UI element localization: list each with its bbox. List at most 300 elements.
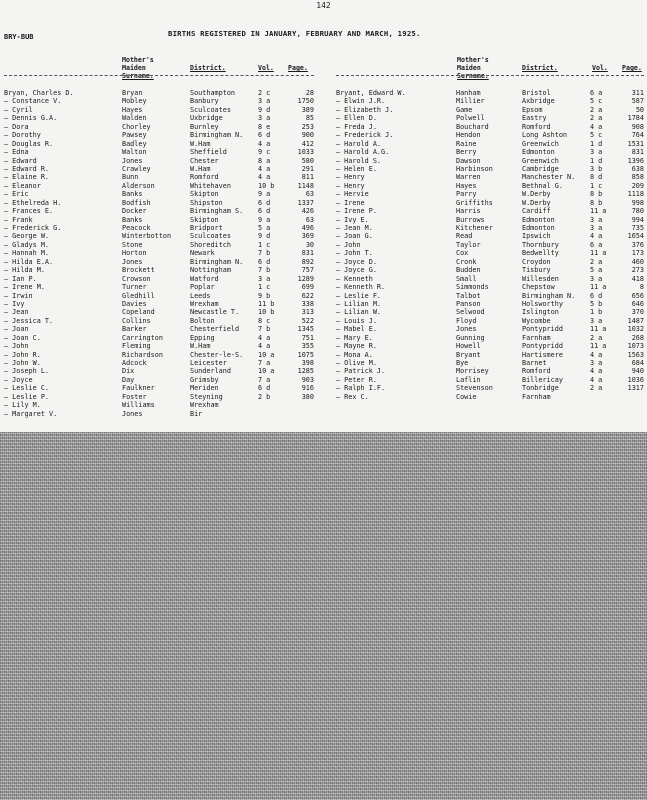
entry-mother-surname: Bunn <box>122 173 139 182</box>
entry-mother-surname: Bye <box>456 359 469 367</box>
left-entries-column <box>4 89 318 418</box>
entry-name: — Dorothy <box>4 131 41 140</box>
entry-district: Manchester N. <box>522 173 576 182</box>
entry-district: W.Ham <box>190 342 211 351</box>
register-entry-row <box>336 300 646 308</box>
entry-page: 355 <box>301 342 314 351</box>
entry-mother-surname: Talbot <box>456 291 481 300</box>
register-entry-row <box>4 283 318 291</box>
entry-mother-surname: Jones <box>122 409 143 418</box>
entry-volume: 9 d <box>258 105 271 114</box>
entry-page: 380 <box>301 392 314 401</box>
entry-volume: 9 c <box>258 148 271 157</box>
entry-name: — Eleanor <box>4 181 41 190</box>
register-entry-row <box>336 106 646 114</box>
entry-district: Romford <box>522 367 551 376</box>
register-entry-row <box>4 249 318 257</box>
entry-page: 764 <box>631 131 644 140</box>
register-entry-row <box>336 173 646 181</box>
entry-name: — Irene M. <box>4 283 45 292</box>
entry-name: — Elaine R. <box>4 173 50 182</box>
entry-name: Bryan, Charles D. <box>4 89 74 97</box>
entry-page: 1036 <box>627 375 644 384</box>
entry-volume: 6 d <box>258 384 271 393</box>
entry-district: Leeds <box>190 291 211 300</box>
entry-page: 656 <box>631 291 644 300</box>
entry-district: Cambridge <box>522 164 559 173</box>
entry-name: — John <box>336 240 361 249</box>
entry-district: Axbridge <box>522 97 555 106</box>
entry-page: 412 <box>301 139 314 148</box>
entry-district: Bristol <box>522 89 551 97</box>
entry-name: — Joan G. <box>336 232 373 241</box>
entry-district: Greenwich <box>522 156 559 165</box>
entry-district: Hartismere <box>522 350 563 359</box>
right-header-rule <box>336 75 644 76</box>
entry-volume: 11 a <box>590 207 607 216</box>
entry-mother-surname: Docker <box>122 207 147 216</box>
entry-mother-surname: Cowie <box>456 392 477 401</box>
entry-district: Billericay <box>522 375 563 384</box>
entry-volume: 6 d <box>258 131 271 140</box>
entry-page: 638 <box>631 164 644 173</box>
register-entry-row <box>336 325 646 333</box>
entry-name: — Edward R. <box>4 164 50 173</box>
entry-district: Burnley <box>190 122 219 131</box>
entry-name: — Hannah M. <box>4 249 50 258</box>
register-entry-row <box>336 292 646 300</box>
entry-name: Bryant, Edward W. <box>336 89 406 97</box>
entry-district: Willesden <box>522 274 559 283</box>
entry-volume: 8 a <box>258 156 271 165</box>
entry-mother-surname: Budden <box>456 266 481 275</box>
entry-name: — Leslie P. <box>4 392 50 401</box>
entry-district: W.Ham <box>190 139 211 148</box>
entry-page: 1032 <box>627 325 644 334</box>
left-header-rule <box>4 75 314 76</box>
entry-volume: 8 c <box>258 316 271 325</box>
entry-page: 994 <box>631 215 644 224</box>
register-entry-row <box>4 317 318 325</box>
entry-volume: 1 c <box>258 283 271 292</box>
entry-district: Leicester <box>190 359 227 367</box>
entry-page: 831 <box>631 148 644 157</box>
entry-mother-surname: Bodfish <box>122 198 151 207</box>
entry-volume: 2 a <box>590 257 603 266</box>
entry-name: — Henry <box>336 181 365 190</box>
entry-volume: 11 a <box>590 283 607 292</box>
register-entry-row <box>4 300 318 308</box>
entry-district: Ipswich <box>522 232 551 241</box>
entry-name: — Joyce D. <box>336 257 377 266</box>
entry-volume: 11 a <box>590 325 607 334</box>
entry-page: 460 <box>631 257 644 266</box>
entry-mother-surname: Cronk <box>456 257 477 266</box>
register-entry-row <box>4 114 318 122</box>
entry-mother-surname: Small <box>456 274 477 283</box>
entry-mother-surname: Hendon <box>456 131 481 140</box>
register-entry-row <box>336 393 646 401</box>
register-entry-row <box>336 190 646 198</box>
entry-name: — Joyce <box>4 375 33 384</box>
register-entry-row <box>4 351 318 359</box>
entry-mother-surname: Adcock <box>122 359 147 367</box>
entry-volume: 9 a <box>258 190 271 199</box>
entry-district: Grimsby <box>190 375 219 384</box>
entry-district: Bolton <box>190 316 215 325</box>
entry-mother-surname: Morrisey <box>456 367 489 376</box>
entry-mother-surname: Hayes <box>456 181 477 190</box>
register-entry-row <box>336 367 646 375</box>
entry-name: — Leslie C. <box>4 384 50 393</box>
entry-name: — Ralph I.F. <box>336 384 386 393</box>
entry-volume: 2 a <box>590 105 603 114</box>
register-entry-row <box>336 376 646 384</box>
entry-page: 1345 <box>297 325 314 334</box>
entry-name: — Mary E. <box>336 333 373 342</box>
entry-page: 1563 <box>627 350 644 359</box>
right-entries-column <box>336 89 646 401</box>
entry-mother-surname: Collins <box>122 316 151 325</box>
entry-name: — Jean M. <box>336 224 373 232</box>
entry-district: Tisbury <box>522 266 551 275</box>
entry-district: Farnham <box>522 392 551 401</box>
entry-mother-surname: Selwood <box>456 308 485 317</box>
register-entry-row <box>4 393 318 401</box>
entry-page: 1285 <box>297 367 314 376</box>
entry-page: 1487 <box>627 316 644 325</box>
entry-volume: 7 b <box>258 325 271 334</box>
entry-name: — Lily M. <box>4 401 41 410</box>
entry-mother-surname: Banks <box>122 190 143 199</box>
register-entry-row <box>4 148 318 156</box>
entry-volume: 8 d <box>590 173 603 182</box>
register-entry-row <box>336 232 646 240</box>
entry-name: — Irene P. <box>336 207 377 216</box>
entry-mother-surname: Dawson <box>456 156 481 165</box>
register-entry-row <box>4 199 318 207</box>
entry-district: Edmonton <box>522 148 555 157</box>
entry-volume: 5 a <box>258 224 271 232</box>
entry-name: — Joan C. <box>4 333 41 342</box>
entry-district: Sheffield <box>190 148 227 157</box>
entry-mother-surname: Bryant <box>456 350 481 359</box>
entry-name: — Kenneth <box>336 274 373 283</box>
entry-page: 780 <box>631 207 644 216</box>
entry-mother-surname: Harbinson <box>456 164 493 173</box>
entry-page: 1073 <box>627 342 644 351</box>
entry-mother-surname: Jones <box>456 325 477 334</box>
entry-mother-surname: Fleming <box>122 342 151 351</box>
scan-noise-area <box>0 432 647 800</box>
entry-page: 903 <box>301 375 314 384</box>
register-entry-row <box>336 148 646 156</box>
entry-district: Sculcoates <box>190 105 231 114</box>
entry-name: — Douglas R. <box>4 139 54 148</box>
entry-page: 831 <box>301 249 314 258</box>
entry-district: Bedwellty <box>522 249 559 258</box>
entry-page: 1317 <box>627 384 644 393</box>
entry-page: 376 <box>631 240 644 249</box>
register-entry-row <box>4 367 318 375</box>
entry-name: — Mona A. <box>336 350 373 359</box>
entry-mother-surname: Foster <box>122 392 147 401</box>
entry-page: 699 <box>301 283 314 292</box>
entry-mother-surname: Hayes <box>122 105 143 114</box>
entry-name: — Joyce G. <box>336 266 377 275</box>
entry-district: Romford <box>522 122 551 131</box>
entry-district: Shipston <box>190 198 223 207</box>
register-entry-row <box>336 131 646 139</box>
entry-mother-surname: Faulkner <box>122 384 155 393</box>
entry-mother-surname: Kitchener <box>456 224 493 232</box>
entry-mother-surname: Turner <box>122 283 147 292</box>
register-entry-row <box>336 140 646 148</box>
entry-volume: 7 a <box>258 375 271 384</box>
entry-page: 908 <box>631 122 644 131</box>
register-entry-row <box>4 165 318 173</box>
entry-volume: 3 a <box>590 274 603 283</box>
entry-district: Whitehaven <box>190 181 231 190</box>
page-number: 142 <box>316 1 331 10</box>
entry-name: — Peter R. <box>336 375 377 384</box>
register-entry-row <box>4 190 318 198</box>
entry-page: 273 <box>631 266 644 275</box>
register-entry-row <box>336 216 646 224</box>
register-entry-row <box>4 342 318 350</box>
entry-page: 1784 <box>627 114 644 123</box>
entry-mother-surname: Walton <box>122 148 147 157</box>
entry-page: 28 <box>305 89 314 97</box>
entry-mother-surname: Laflin <box>456 375 481 384</box>
register-entry-row <box>4 157 318 165</box>
entry-page: 85 <box>305 114 314 123</box>
entry-name: — Joan <box>4 325 29 334</box>
entry-page: 751 <box>301 333 314 342</box>
entry-district: Wycombe <box>522 316 551 325</box>
register-entry-row <box>4 359 318 367</box>
entry-name: — Patrick J. <box>336 367 386 376</box>
entry-volume: 3 a <box>590 148 603 157</box>
entry-mother-surname: Day <box>122 375 135 384</box>
entry-page: 313 <box>301 308 314 317</box>
register-entry-row <box>4 275 318 283</box>
entry-name: — Frank <box>4 215 33 224</box>
register-entry-row <box>4 224 318 232</box>
right-header-page: Page. <box>622 64 642 72</box>
entry-page: 50 <box>635 105 644 114</box>
entry-page: 8 <box>639 283 644 292</box>
entry-volume: 2 c <box>258 89 271 97</box>
entry-district: Birmingham N. <box>522 291 576 300</box>
entry-volume: 3 a <box>590 224 603 232</box>
entry-district: W.Ham <box>190 164 211 173</box>
entry-volume: 4 a <box>258 164 271 173</box>
entry-mother-surname: Crowson <box>122 274 151 283</box>
entry-page: 735 <box>631 224 644 232</box>
entry-mother-surname: Simmonds <box>456 283 489 292</box>
register-entry-row <box>4 232 318 240</box>
entry-name: — Lilian W. <box>336 308 382 317</box>
entry-district: Uxbridge <box>190 114 223 123</box>
entry-volume: 11 a <box>590 342 607 351</box>
entry-name: — John R. <box>4 350 41 359</box>
register-entry-row <box>4 106 318 114</box>
register-entry-row <box>4 376 318 384</box>
entry-name: — Irene <box>336 198 365 207</box>
entry-name: — Harold S. <box>336 156 382 165</box>
entry-volume: 3 a <box>258 274 271 283</box>
register-entry-row <box>4 258 318 266</box>
entry-name: — Henry <box>336 173 365 182</box>
register-entry-row <box>336 97 646 105</box>
entry-name: — Dora <box>4 122 29 131</box>
register-entry-row <box>336 123 646 131</box>
entry-volume: 1 b <box>590 308 603 317</box>
entry-mother-surname: Berry <box>456 148 477 157</box>
entry-district: Bir <box>190 409 203 418</box>
entry-volume: 7 b <box>258 266 271 275</box>
entry-district: Steyning <box>190 392 223 401</box>
entry-page: 587 <box>631 97 644 106</box>
entry-volume: 3 a <box>590 215 603 224</box>
entry-mother-surname: Parry <box>456 190 477 199</box>
entry-page: 646 <box>631 299 644 308</box>
entry-page: 338 <box>301 299 314 308</box>
entry-page: 1654 <box>627 232 644 241</box>
entry-page: 63 <box>305 190 314 199</box>
entry-page: 1033 <box>297 148 314 157</box>
entry-page: 900 <box>301 131 314 140</box>
entry-name: — Frederick J. <box>336 131 394 140</box>
entry-page: 369 <box>301 232 314 241</box>
entry-name: — Harold A. <box>336 139 382 148</box>
register-entry-row <box>336 359 646 367</box>
left-header-page: Page. <box>288 64 308 72</box>
entry-page: 1118 <box>627 190 644 199</box>
entry-mother-surname: Davies <box>122 299 147 308</box>
entry-district: Tonbridge <box>522 384 559 393</box>
entry-mother-surname: Copeland <box>122 308 155 317</box>
entry-mother-surname: Gledhill <box>122 291 155 300</box>
register-entry-row <box>4 292 318 300</box>
register-entry-row <box>336 199 646 207</box>
entry-mother-surname: Pawsey <box>122 131 147 140</box>
entry-name: — Elwin J.R. <box>336 97 386 106</box>
entry-mother-surname: Taylor <box>456 240 481 249</box>
register-entry-row <box>336 308 646 316</box>
register-entry-row <box>336 317 646 325</box>
entry-district: Holsworthy <box>522 299 563 308</box>
entry-volume: 9 a <box>258 215 271 224</box>
entry-district: Poplar <box>190 283 215 292</box>
register-entry-row <box>336 165 646 173</box>
entry-district: Eastry <box>522 114 547 123</box>
entry-district: Romford <box>190 173 219 182</box>
entry-volume: 10 a <box>258 367 275 376</box>
entry-volume: 1 c <box>258 240 271 249</box>
entry-page: 389 <box>301 105 314 114</box>
entry-volume: 10 a <box>258 350 275 359</box>
entry-page: 684 <box>631 359 644 367</box>
entry-volume: 3 a <box>590 316 603 325</box>
entry-page: 291 <box>301 164 314 173</box>
entry-page: 63 <box>305 215 314 224</box>
entry-name: — Ian P. <box>4 274 37 283</box>
entry-name: — Frederick G. <box>4 224 62 232</box>
entry-name: — Edna <box>4 148 29 157</box>
entry-name: — Elizabeth J. <box>336 105 394 114</box>
register-entry-row <box>4 216 318 224</box>
entry-volume: 3 b <box>590 164 603 173</box>
entry-volume: 4 a <box>590 375 603 384</box>
entry-page: 398 <box>301 359 314 367</box>
entry-volume: 1 d <box>590 139 603 148</box>
entry-district: Chester-le-S. <box>190 350 244 359</box>
register-entry-row <box>4 241 318 249</box>
entry-mother-surname: Read <box>456 232 473 241</box>
entry-district: Shoreditch <box>190 240 231 249</box>
register-entry-row <box>336 283 646 291</box>
entry-district: Epping <box>190 333 215 342</box>
entry-name: — Ivy E. <box>336 215 369 224</box>
entry-district: Sculcoates <box>190 232 231 241</box>
entry-volume: 6 a <box>590 240 603 249</box>
entry-page: 622 <box>301 291 314 300</box>
entry-district: Chepstow <box>522 283 555 292</box>
entry-mother-surname: Cox <box>456 249 469 258</box>
entry-mother-surname: Panson <box>456 299 481 308</box>
entry-mother-surname: Burrows <box>456 215 485 224</box>
entry-name: — Hilda E.A. <box>4 257 54 266</box>
entry-name: — Hilda M. <box>4 266 45 275</box>
register-entry-row <box>336 266 646 274</box>
register-entry-row <box>336 342 646 350</box>
register-entry-row <box>4 89 318 97</box>
entry-name: — Frances E. <box>4 207 54 216</box>
entry-page: 998 <box>631 198 644 207</box>
entry-district: Edmonton <box>522 224 555 232</box>
entry-mother-surname: Williams <box>122 401 155 410</box>
entry-volume: 4 a <box>590 350 603 359</box>
entry-volume: 1 c <box>590 181 603 190</box>
register-entry-row <box>336 351 646 359</box>
register-entry-row <box>336 275 646 283</box>
entry-page: 811 <box>301 173 314 182</box>
entry-name: — Margaret V. <box>4 409 58 418</box>
entry-volume: 2 a <box>590 114 603 123</box>
entry-name: — Olive M. <box>336 359 377 367</box>
register-entry-row <box>336 182 646 190</box>
entry-district: Bridport <box>190 224 223 232</box>
entry-district: Skipton <box>190 215 219 224</box>
entry-district: Edmonton <box>522 215 555 224</box>
entry-page: 268 <box>631 333 644 342</box>
entry-volume: 2 b <box>258 392 271 401</box>
register-entry-row <box>336 207 646 215</box>
entry-district: Banbury <box>190 97 219 106</box>
entry-name: — Ellen D. <box>336 114 377 123</box>
entry-name: — Mabel E. <box>336 325 377 334</box>
entry-page: 757 <box>301 266 314 275</box>
entry-district: Pontypridd <box>522 325 563 334</box>
entry-volume: 8 e <box>258 122 271 131</box>
entry-mother-surname: Richardson <box>122 350 163 359</box>
entry-page: 1075 <box>297 350 314 359</box>
register-entry-row <box>336 249 646 257</box>
register-entry-row <box>336 384 646 392</box>
entry-district: Chesterfield <box>190 325 240 334</box>
